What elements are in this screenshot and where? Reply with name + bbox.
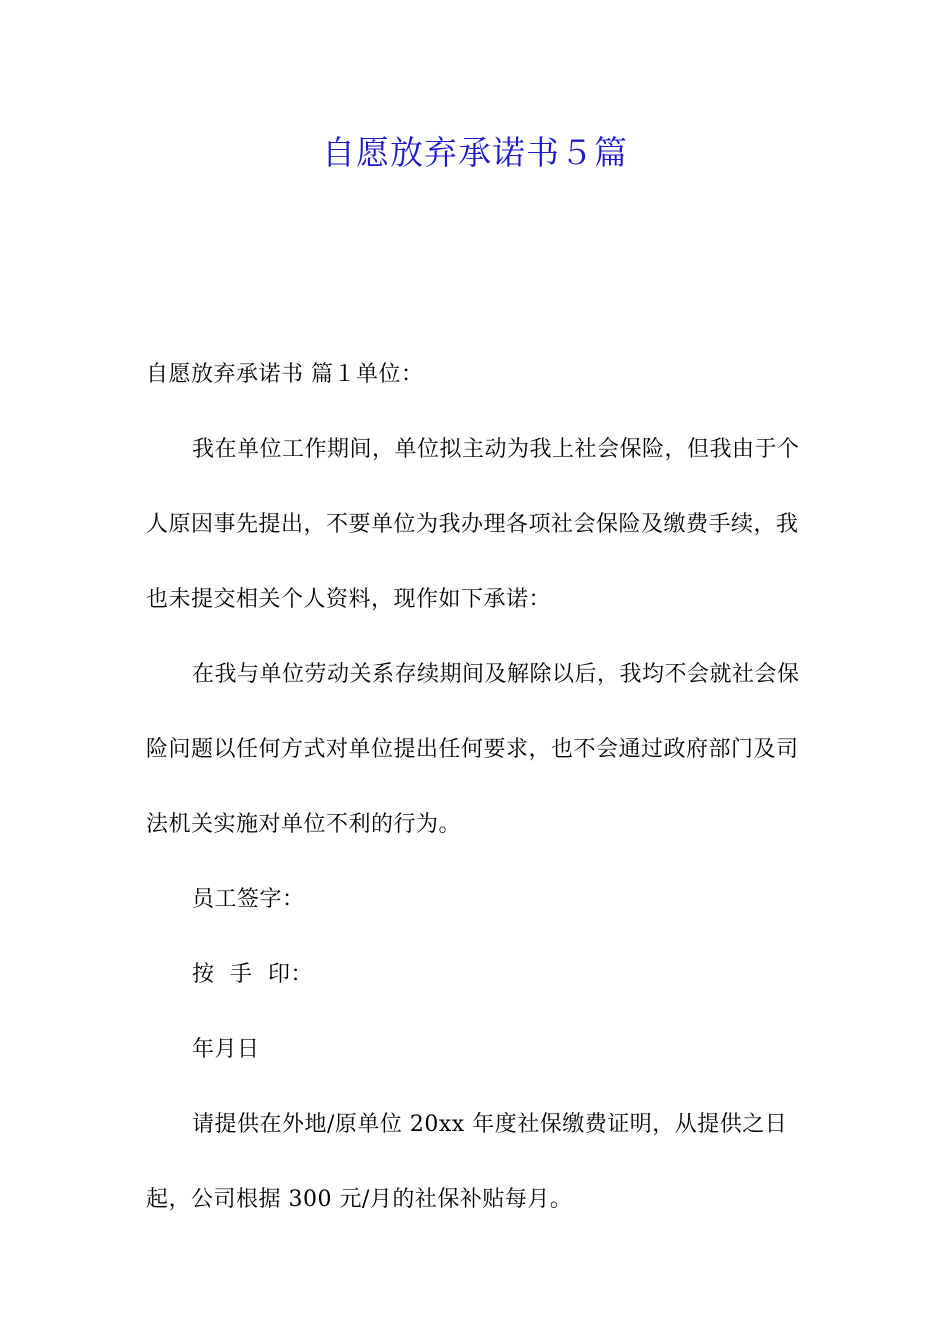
paragraph-subsidy-note: 请提供在外地/原单位 20xx 年度社保缴费证明，从提供之日起，公司根据 300 元/月的社保补贴每月。 (146, 1112, 788, 1212)
paragraph-heading: 自愿放弃承诺书 篇１单位： (146, 362, 424, 387)
paragraph-statement: 我在单位工作期间，单位拟主动为我上社会保险，但我由于个人原因事先提出，不要单位为我办理各项社会保险及缴费手续，我也未提交相关个人资料，现作如下承诺： (146, 437, 800, 612)
fingerprint-line: 按 手 印： (192, 962, 313, 987)
document-title: 自愿放弃承诺书５篇 (322, 133, 628, 172)
document-body (146, 337, 806, 1237)
employee-signature-line: 员工签字： (192, 887, 305, 912)
paragraph-commitment: 在我与单位劳动关系存续期间及解除以后，我均不会就社会保险问题以任何方式对单位提出任何要求，也不会通过政府部门及司法机关实施对单位不利的行为。 (146, 662, 800, 837)
date-line: 年月日 (192, 1037, 260, 1062)
